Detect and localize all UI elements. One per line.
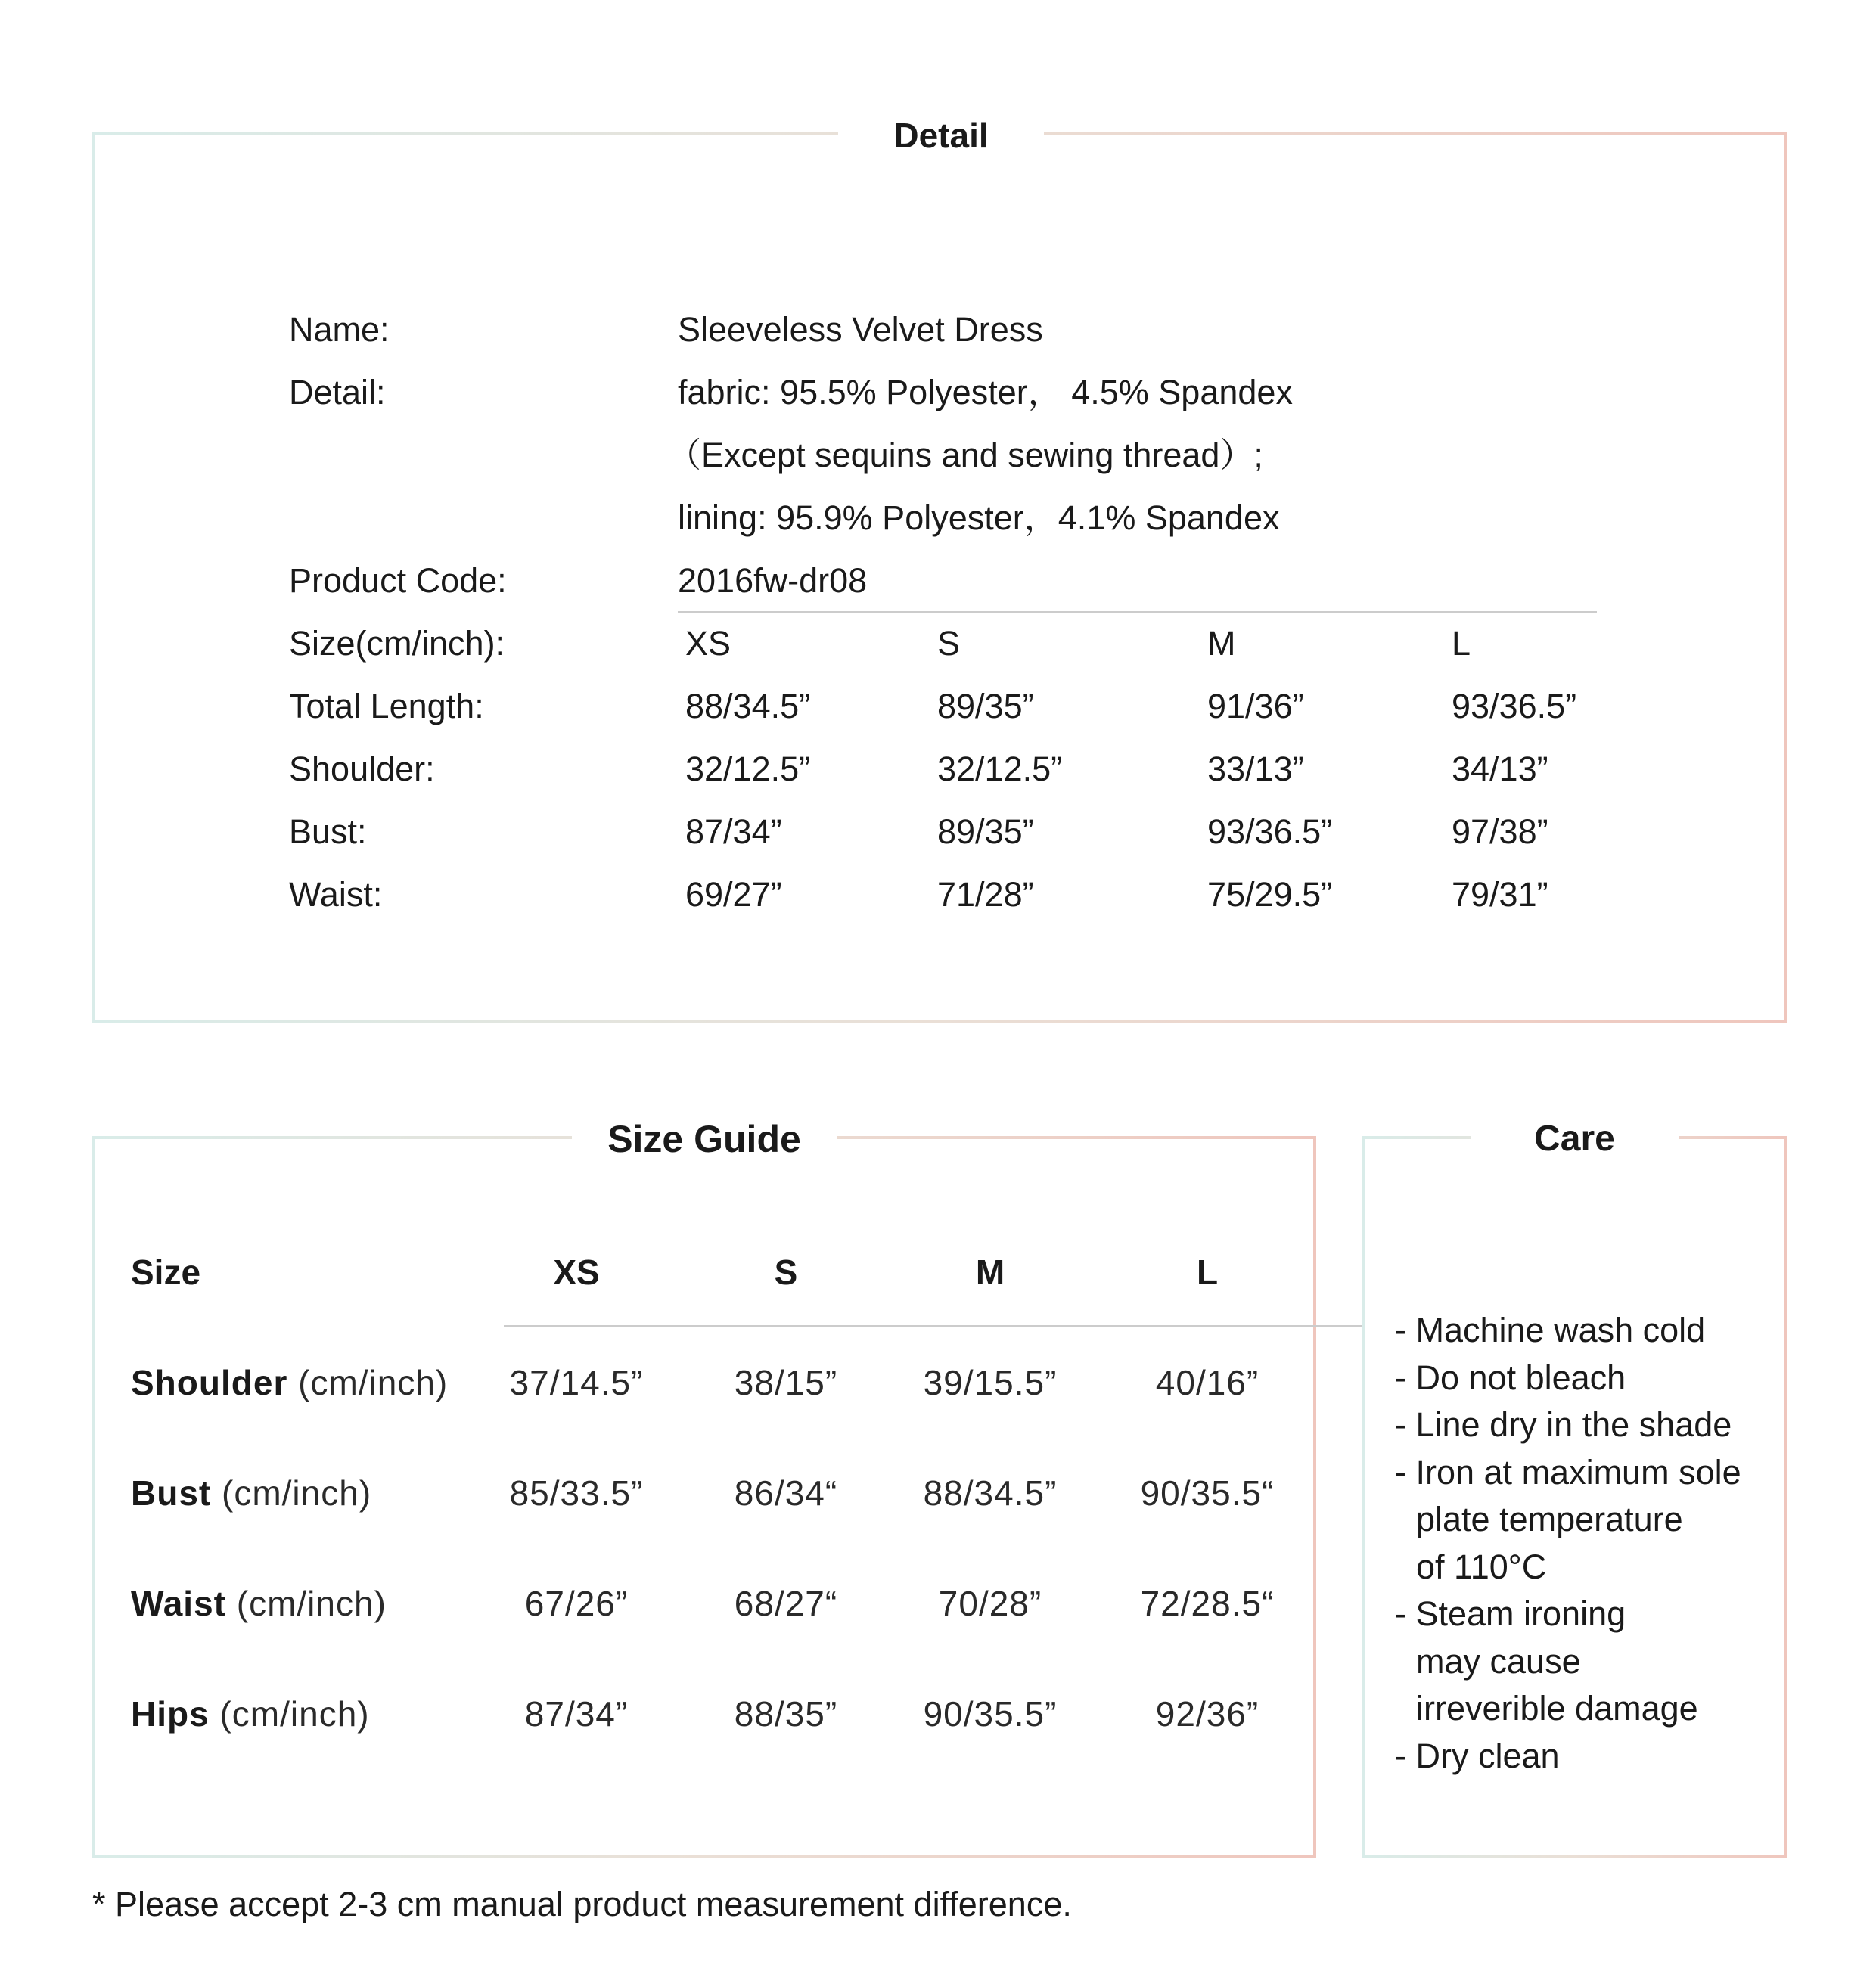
- guide-hips-unit: (cm/inch): [219, 1694, 370, 1734]
- total-length-l: 93/36.5”: [1452, 687, 1577, 725]
- guide-bust-m: 88/34.5”: [923, 1473, 1058, 1513]
- guide-waist-m: 70/28”: [938, 1584, 1042, 1623]
- care-list: [1395, 1307, 1741, 1780]
- name-label: Name:: [289, 310, 390, 349]
- size-header-l: L: [1196, 1253, 1219, 1292]
- measurement-footnote: * Please accept 2-3 cm manual product measurement difference.: [92, 1885, 1072, 1923]
- guide-bust-label: [131, 1472, 371, 1514]
- waist-xs: 69/27”: [685, 875, 782, 914]
- waist-label: Waist:: [289, 875, 383, 914]
- size-header-xs: XS: [553, 1253, 600, 1292]
- guide-waist-xs: 67/26”: [524, 1584, 629, 1623]
- care-item-dry-clean: - Dry clean: [1395, 1736, 1560, 1775]
- guide-shoulder-name: Shoulder: [131, 1363, 288, 1402]
- size-header-m: M: [975, 1253, 1005, 1292]
- guide-shoulder-xs: 37/14.5”: [509, 1363, 644, 1402]
- detail-title: Detail: [838, 105, 1044, 166]
- detail-line-1: fabric: 95.5% Polyester， 4.5% Spandex: [678, 373, 1293, 411]
- guide-hips-xs: 87/34”: [524, 1694, 629, 1734]
- size-guide-title: Size Guide: [572, 1109, 837, 1169]
- waist-s: 71/28”: [937, 875, 1034, 914]
- guide-waist-label: [131, 1582, 387, 1625]
- guide-hips-name: Hips: [131, 1694, 210, 1734]
- guide-shoulder-label: [131, 1361, 448, 1404]
- shoulder-s: 32/12.5”: [937, 750, 1063, 788]
- guide-hips-label: [131, 1693, 370, 1735]
- waist-m: 75/29.5”: [1207, 875, 1333, 914]
- detail-size-l: L: [1452, 624, 1471, 663]
- waist-l: 79/31”: [1452, 875, 1548, 914]
- detail-label: Detail:: [289, 373, 386, 411]
- total-length-s: 89/35”: [937, 687, 1034, 725]
- care-item-wash: - Machine wash cold: [1395, 1311, 1706, 1349]
- detail-line-2: （Except sequins and sewing thread）;: [667, 436, 1263, 474]
- detail-size-xs: XS: [685, 624, 731, 663]
- detail-line-3: lining: 95.9% Polyester，4.1% Spandex: [678, 498, 1280, 537]
- care-panel: [1362, 1119, 1787, 1858]
- size-guide-panel: [92, 1118, 1316, 1858]
- guide-waist-l: 72/28.5“: [1140, 1584, 1275, 1623]
- shoulder-label: Shoulder:: [289, 750, 435, 788]
- guide-waist-name: Waist: [131, 1584, 226, 1623]
- care-item-dry: - Line dry in the shade: [1395, 1405, 1732, 1444]
- guide-shoulder-unit: (cm/inch): [298, 1363, 449, 1402]
- detail-size-s: S: [937, 624, 961, 663]
- guide-bust-l: 90/35.5“: [1140, 1473, 1275, 1513]
- guide-bust-unit: (cm/inch): [222, 1473, 372, 1513]
- shoulder-m: 33/13”: [1207, 750, 1304, 788]
- total-length-xs: 88/34.5”: [685, 687, 811, 725]
- bust-xs: 87/34”: [685, 812, 782, 851]
- size-header-label: Size: [131, 1253, 201, 1292]
- size-row-label: Size(cm/inch):: [289, 624, 505, 663]
- total-length-m: 91/36”: [1207, 687, 1304, 725]
- bust-m: 93/36.5”: [1207, 812, 1333, 851]
- care-item-iron: - Iron at maximum sole plate temperature of 110°C: [1395, 1452, 1741, 1586]
- guide-waist-s: 68/27“: [734, 1584, 838, 1623]
- guide-hips-m: 90/35.5”: [923, 1694, 1058, 1734]
- detail-divider: [678, 611, 1597, 613]
- shoulder-l: 34/13”: [1452, 750, 1548, 788]
- guide-hips-s: 88/35”: [734, 1694, 838, 1734]
- size-guide-divider: [504, 1325, 1372, 1327]
- guide-waist-unit: (cm/inch): [236, 1584, 387, 1623]
- total-length-label: Total Length:: [289, 687, 484, 725]
- size-header-s: S: [774, 1253, 798, 1292]
- care-title: Care: [1471, 1109, 1679, 1169]
- guide-hips-l: 92/36”: [1155, 1694, 1259, 1734]
- guide-shoulder-m: 39/15.5”: [923, 1363, 1058, 1402]
- guide-shoulder-s: 38/15”: [734, 1363, 838, 1402]
- bust-l: 97/38”: [1452, 812, 1548, 851]
- guide-bust-s: 86/34“: [734, 1473, 838, 1513]
- detail-size-m: M: [1207, 624, 1236, 663]
- name-value: Sleeveless Velvet Dress: [678, 310, 1043, 349]
- guide-shoulder-l: 40/16”: [1155, 1363, 1259, 1402]
- bust-s: 89/35”: [937, 812, 1034, 851]
- detail-panel: [92, 116, 1787, 1023]
- guide-bust-name: Bust: [131, 1473, 212, 1513]
- product-code-label: Product Code:: [289, 561, 507, 600]
- shoulder-xs: 32/12.5”: [685, 750, 811, 788]
- guide-bust-xs: 85/33.5”: [509, 1473, 644, 1513]
- product-code-value: 2016fw-dr08: [678, 561, 868, 600]
- care-item-steam: - Steam ironing may cause irreverible damage: [1395, 1594, 1698, 1728]
- bust-label: Bust:: [289, 812, 367, 851]
- care-item-bleach: - Do not bleach: [1395, 1358, 1626, 1397]
